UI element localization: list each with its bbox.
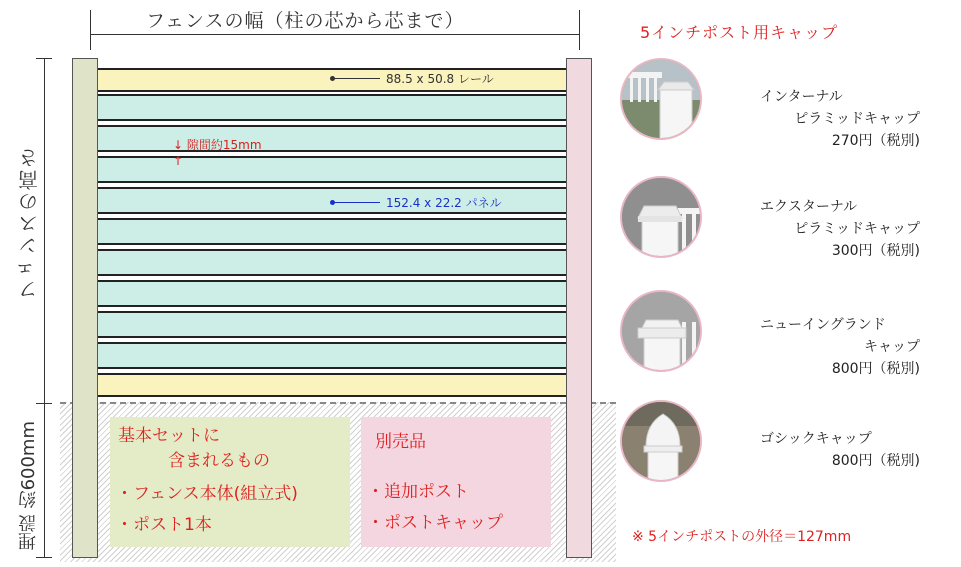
- separate-item: ・追加ポスト: [367, 482, 469, 502]
- cap-price: 300円（税別): [831, 243, 920, 259]
- rail-dimension-label: [332, 70, 494, 87]
- cap-name-line1: インターナル: [760, 89, 843, 105]
- cap-name-line1: ニューイングランド: [760, 317, 886, 333]
- panel-1: [98, 94, 566, 121]
- height-dimension-mid-tick: [36, 403, 52, 404]
- panel-5: [98, 218, 566, 245]
- cap-name-line1: ゴシックキャップ: [760, 431, 872, 447]
- caps-title: 5インチポスト用キャップ: [640, 23, 839, 42]
- gothic-cap-image: [622, 402, 702, 482]
- rail-pointer-icon: [332, 78, 380, 79]
- panel-dimension-label: [332, 194, 502, 211]
- height-dimension-bottom-tick: [36, 557, 52, 558]
- post-diameter-footnote: ※ 5インチポストの外径＝127mm: [632, 529, 852, 545]
- new-england-cap-image: [622, 292, 702, 372]
- panel-7: [98, 280, 566, 307]
- cap-info: [720, 428, 920, 472]
- bottom-rail: [98, 373, 566, 397]
- new-england-cap-photo: [620, 290, 702, 372]
- cap-name-line2: ピラミッドキャップ: [794, 111, 920, 127]
- post-left: [72, 58, 98, 558]
- cap-name-line2: ピラミッドキャップ: [794, 221, 920, 237]
- panel-pointer-icon: [332, 202, 380, 203]
- cap-price: 800円（税別): [831, 361, 920, 377]
- cap-info: [720, 86, 920, 152]
- fence-width-label: フェンスの幅（柱の芯から芯まで）: [140, 6, 470, 33]
- width-dimension-left-tick: [90, 10, 91, 50]
- internal-pyramid-cap-photo: [620, 58, 702, 140]
- included-items-box: [110, 417, 350, 547]
- separate-items-box: [361, 417, 551, 547]
- post-right: [566, 58, 592, 558]
- external-pyramid-cap-photo: [620, 176, 702, 258]
- height-dimension-line: [44, 58, 45, 558]
- included-item: ・ポスト1本: [116, 515, 212, 535]
- panel-3: [98, 156, 566, 183]
- separate-title: 別売品: [375, 432, 426, 452]
- panel-6: [98, 249, 566, 276]
- gap-up-arrow-icon: ↑: [173, 154, 184, 168]
- cap-info: [720, 314, 920, 380]
- height-dimension-top-tick: [36, 58, 52, 59]
- cap-price: 800円（税別): [831, 453, 920, 469]
- panel-dimension-text: 152.4 x 22.2 パネル: [386, 196, 502, 210]
- panel-8: [98, 311, 566, 338]
- internal-pyramid-cap-image: [622, 60, 702, 140]
- gothic-cap-photo: [620, 400, 702, 482]
- panel-9: [98, 342, 566, 369]
- width-dimension-right-tick: [579, 10, 580, 50]
- width-dimension-line: [90, 34, 580, 35]
- ground-line: [60, 402, 616, 404]
- panel-2: [98, 125, 566, 152]
- cap-name-line2: キャップ: [864, 339, 920, 355]
- external-pyramid-cap-image: [622, 178, 702, 258]
- included-item: ・フェンス本体(組立式): [116, 484, 298, 504]
- separate-item: ・ポストキャップ: [367, 513, 503, 533]
- cap-name-line1: エクスターナル: [760, 199, 858, 215]
- cap-price: 270円（税別): [831, 133, 920, 149]
- rail-dimension-text: 88.5 x 50.8 レール: [386, 72, 494, 86]
- fence-height-label: フェンスの高さ: [14, 140, 44, 306]
- included-title-line2: 含まれるもの: [168, 451, 270, 471]
- included-title-line1: 基本セットに: [118, 426, 220, 446]
- cap-info: [720, 196, 920, 262]
- gap-label: ↓ 隙間約15mm: [173, 138, 262, 152]
- burial-depth-label: 埋設 約600mm: [14, 415, 44, 556]
